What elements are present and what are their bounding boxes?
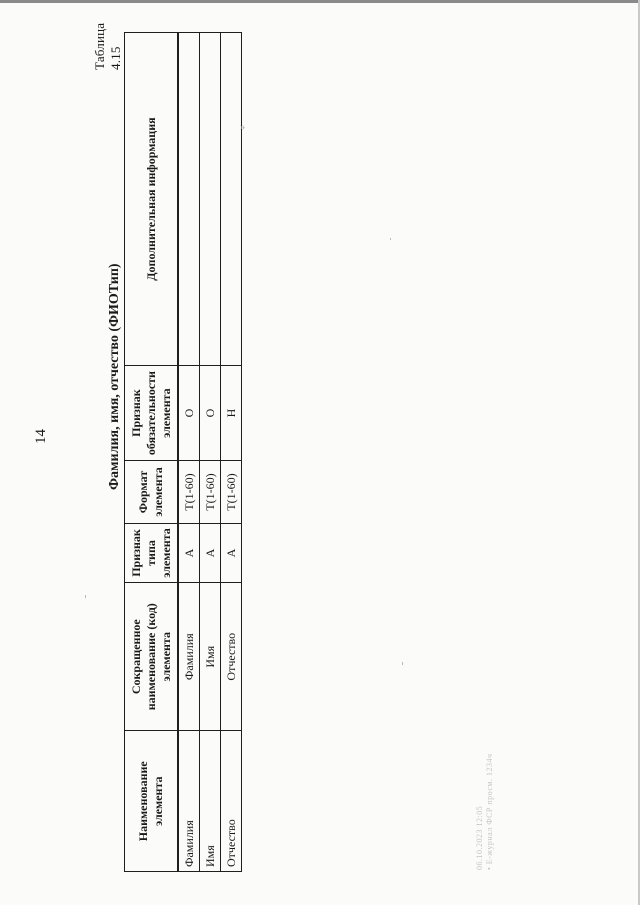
margin-mark: » <box>240 122 245 133</box>
cell-additional-info <box>200 33 221 366</box>
header-type-flag: Признак типа элемента <box>125 524 179 583</box>
scan-speck <box>85 595 86 598</box>
stamp-line: 06.10.2023 12:05 <box>475 805 484 870</box>
table-title: Фамилия, имя, отчество (ФИОТип) <box>107 263 122 490</box>
cell-format: T(1-60) <box>200 461 221 524</box>
element-spec-table <box>124 32 242 872</box>
table-caption: Таблица 4.15 <box>92 22 123 70</box>
cell-type-flag: А <box>221 524 242 583</box>
cell-element-name: Фамилия <box>178 731 200 872</box>
cell-type-flag: А <box>200 524 221 583</box>
cell-element-name: Имя <box>200 731 221 872</box>
cell-short-name: Фамилия <box>178 582 200 730</box>
cell-type-flag: А <box>178 524 200 583</box>
rotated-content <box>5 10 615 890</box>
scan-edge-top <box>0 0 640 3</box>
cell-format: T(1-60) <box>178 461 200 524</box>
cell-required-flag: Н <box>221 366 242 461</box>
table-row <box>221 33 242 872</box>
cell-element-name: Отчество <box>221 731 242 872</box>
cell-short-name: Имя <box>200 582 221 730</box>
scan-speck <box>390 238 391 240</box>
page-number: 14 <box>33 429 49 444</box>
stamp-line: • Е-журнал ФСР просм. 1234ч <box>485 753 494 870</box>
header-format: Формат элемента <box>125 461 179 524</box>
cell-required-flag: О <box>178 366 200 461</box>
cell-additional-info <box>221 33 242 366</box>
cell-required-flag: О <box>200 366 221 461</box>
table-row <box>200 33 221 872</box>
table-row <box>178 33 200 872</box>
header-required-flag: Признак обязательности элемента <box>125 366 179 461</box>
cell-additional-info <box>178 33 200 366</box>
scan-speck <box>402 662 403 665</box>
header-short-name: Сокращенное наименование (код) элемента <box>125 582 179 730</box>
cell-short-name: Отчество <box>221 582 242 730</box>
header-element-name: Наименование элемента <box>125 731 179 872</box>
cell-format: T(1-60) <box>221 461 242 524</box>
table-header-row <box>125 33 179 872</box>
header-additional-info: Дополнительная информация <box>125 33 179 366</box>
faint-stamp <box>475 754 495 871</box>
